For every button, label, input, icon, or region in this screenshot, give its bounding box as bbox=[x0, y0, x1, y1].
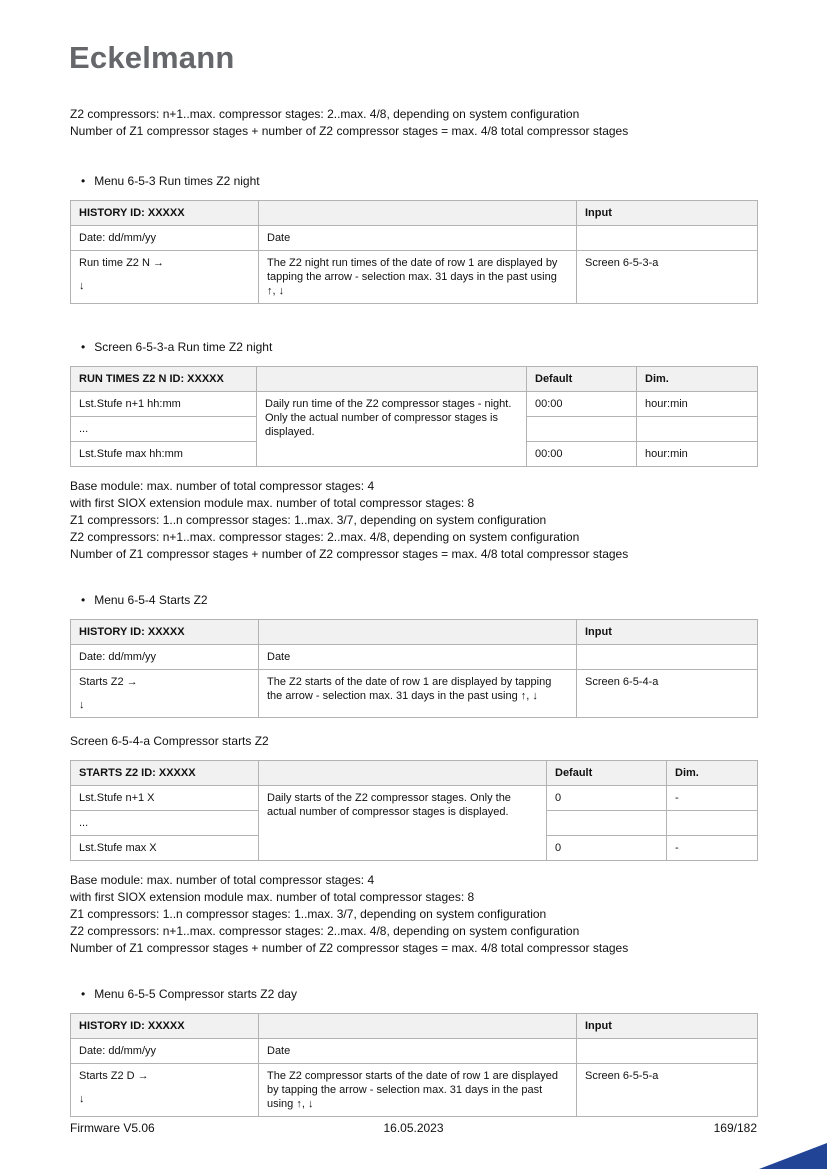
heading-menu-6-5-5 bbox=[81, 987, 757, 1002]
table-cell: ... bbox=[71, 417, 257, 442]
notes-line: Base module: max. number of total compressor stages: 4 bbox=[70, 479, 375, 493]
bullet-icon: • bbox=[81, 987, 86, 1001]
notes-paragraph bbox=[70, 872, 757, 957]
table-cell bbox=[577, 226, 758, 251]
table-cell-description: The Z2 starts of the date of row 1 are displayed by tapping the arrow - selection max. 31 days in the past using ↑, ↓ bbox=[259, 670, 577, 718]
table-cell-input: Screen 6-5-5-a bbox=[577, 1064, 758, 1117]
table-row bbox=[71, 786, 758, 811]
table-cell: Lst.Stufe n+1 hh:mm bbox=[71, 392, 257, 417]
table-cell bbox=[71, 251, 259, 304]
down-arrow-icon: ↓ bbox=[79, 699, 85, 711]
down-arrow-icon: ↓ bbox=[79, 280, 85, 292]
table-cell-dim bbox=[667, 811, 758, 836]
bullet-icon: • bbox=[81, 174, 86, 188]
table-cell: Lst.Stufe max hh:mm bbox=[71, 442, 257, 467]
table-cell-dim: hour:min bbox=[637, 442, 758, 467]
column-header-empty bbox=[259, 201, 577, 226]
table-cell bbox=[577, 1039, 758, 1064]
column-header-empty bbox=[259, 761, 547, 786]
notes-paragraph bbox=[70, 478, 757, 563]
bullet-icon: • bbox=[81, 340, 86, 354]
cell-line: Starts Z2 → bbox=[79, 676, 138, 688]
table-cell bbox=[71, 1064, 259, 1117]
table-cell-default: 00:00 bbox=[527, 392, 637, 417]
table-cell: Date: dd/mm/yy bbox=[71, 645, 259, 670]
table-row bbox=[71, 392, 758, 417]
table-menu-6-5-5 bbox=[70, 1013, 758, 1117]
heading-menu-6-5-3 bbox=[81, 174, 757, 189]
intro-paragraph bbox=[70, 106, 757, 140]
column-header-default: Default bbox=[527, 367, 637, 392]
column-header-dim: Dim. bbox=[667, 761, 758, 786]
table-header-row bbox=[71, 201, 758, 226]
table-menu-6-5-3 bbox=[70, 200, 758, 304]
page-content bbox=[70, 106, 757, 1117]
column-header-empty bbox=[257, 367, 527, 392]
table-cell: Date bbox=[259, 226, 577, 251]
table-cell-dim: - bbox=[667, 786, 758, 811]
table-header-row bbox=[71, 761, 758, 786]
bullet-icon: • bbox=[81, 593, 86, 607]
column-header-dim: Dim. bbox=[637, 367, 758, 392]
heading-screen-6-5-4-a: Screen 6-5-4-a Compressor starts Z2 bbox=[70, 734, 269, 748]
table-cell: Date: dd/mm/yy bbox=[71, 1039, 259, 1064]
heading-label: Menu 6-5-3 Run times Z2 night bbox=[94, 174, 260, 188]
table-cell-default: 0 bbox=[547, 836, 667, 861]
footer-firmware-version: Firmware V5.06 bbox=[70, 1121, 155, 1135]
table-row bbox=[71, 226, 758, 251]
table-row bbox=[71, 670, 758, 718]
notes-line: with first SIOX extension module max. number of total compressor stages: 8 bbox=[70, 496, 475, 510]
column-header-default: Default bbox=[547, 761, 667, 786]
intro-line: Z2 compressors: n+1..max. compressor stages: 2..max. 4/8, depending on system configuration bbox=[70, 107, 580, 121]
heading-label: Menu 6-5-4 Starts Z2 bbox=[94, 593, 208, 607]
column-header-history-id: HISTORY ID: XXXXX bbox=[71, 1014, 259, 1039]
eckelmann-logo: Eckelmann bbox=[69, 40, 235, 75]
column-header-history-id: HISTORY ID: XXXXX bbox=[71, 620, 259, 645]
notes-line: Number of Z1 compressor stages + number of Z2 compressor stages = max. 4/8 total compressor stages bbox=[70, 547, 629, 561]
column-header-starts-id: STARTS Z2 ID: XXXXX bbox=[71, 761, 259, 786]
page-corner-graphic bbox=[759, 1143, 827, 1169]
table-screen-6-5-3-a bbox=[70, 366, 758, 467]
heading-label: Screen 6-5-3-a Run time Z2 night bbox=[94, 340, 273, 354]
table-cell: Date: dd/mm/yy bbox=[71, 226, 259, 251]
table-cell-dim: - bbox=[667, 836, 758, 861]
column-header-input: Input bbox=[577, 201, 758, 226]
table-cell-input: Screen 6-5-3-a bbox=[577, 251, 758, 304]
table-cell-input: Screen 6-5-4-a bbox=[577, 670, 758, 718]
table-cell-description: Daily run time of the Z2 compressor stages - night. Only the actual number of compressor stages is displayed. bbox=[257, 392, 527, 467]
footer-date: 16.05.2023 bbox=[383, 1121, 444, 1135]
notes-line: Z1 compressors: 1..n compressor stages: 1..max. 3/7, depending on system configuration bbox=[70, 513, 547, 527]
table-header-row bbox=[71, 1014, 758, 1039]
table-row bbox=[71, 1039, 758, 1064]
table-cell-default bbox=[527, 417, 637, 442]
notes-line: Z2 compressors: n+1..max. compressor stages: 2..max. 4/8, depending on system configuration bbox=[70, 530, 580, 544]
table-screen-6-5-4-a bbox=[70, 760, 758, 861]
table-cell bbox=[71, 670, 259, 718]
notes-line: Z1 compressors: 1..n compressor stages: 1..max. 3/7, depending on system configuration bbox=[70, 907, 547, 921]
notes-line: Base module: max. number of total compressor stages: 4 bbox=[70, 873, 375, 887]
table-cell: Lst.Stufe n+1 X bbox=[71, 786, 259, 811]
table-header-row bbox=[71, 620, 758, 645]
column-header-empty bbox=[259, 620, 577, 645]
notes-line: with first SIOX extension module max. number of total compressor stages: 8 bbox=[70, 890, 475, 904]
column-header-empty bbox=[259, 1014, 577, 1039]
notes-line: Z2 compressors: n+1..max. compressor stages: 2..max. 4/8, depending on system configuration bbox=[70, 924, 580, 938]
intro-line: Number of Z1 compressor stages + number of Z2 compressor stages = max. 4/8 total compressor stages bbox=[70, 124, 629, 138]
down-arrow-icon: ↓ bbox=[79, 1093, 85, 1105]
table-cell bbox=[577, 645, 758, 670]
table-cell-description: Daily starts of the Z2 compressor stages. Only the actual number of compressor stages is displayed. bbox=[259, 786, 547, 861]
table-menu-6-5-4 bbox=[70, 619, 758, 718]
table-row bbox=[71, 1064, 758, 1117]
cell-line: Starts Z2 D → bbox=[79, 1070, 149, 1082]
table-row bbox=[71, 251, 758, 304]
table-cell-dim bbox=[637, 417, 758, 442]
table-cell: Lst.Stufe max X bbox=[71, 836, 259, 861]
table-header-row bbox=[71, 367, 758, 392]
table-cell-description: The Z2 night run times of the date of row 1 are displayed by tapping the arrow - selection max. 31 days in the past using ↑, ↓ bbox=[259, 251, 577, 304]
notes-line: Number of Z1 compressor stages + number of Z2 compressor stages = max. 4/8 total compressor stages bbox=[70, 941, 629, 955]
column-header-input: Input bbox=[577, 620, 758, 645]
heading-menu-6-5-4 bbox=[81, 593, 757, 608]
table-cell-dim: hour:min bbox=[637, 392, 758, 417]
heading-label: Menu 6-5-5 Compressor starts Z2 day bbox=[94, 987, 297, 1001]
table-cell-default bbox=[547, 811, 667, 836]
cell-line: Run time Z2 N → bbox=[79, 257, 164, 269]
table-cell: Date bbox=[259, 645, 577, 670]
column-header-input: Input bbox=[577, 1014, 758, 1039]
table-cell: Date bbox=[259, 1039, 577, 1064]
table-cell-default: 0 bbox=[547, 786, 667, 811]
table-cell-default: 00:00 bbox=[527, 442, 637, 467]
table-cell: ... bbox=[71, 811, 259, 836]
heading-screen-6-5-3-a bbox=[81, 340, 757, 355]
table-cell-description: The Z2 compressor starts of the date of row 1 are displayed by tapping the arrow - selection max. 31 days in the past using ↑, ↓ bbox=[259, 1064, 577, 1117]
column-header-run-times-id: RUN TIMES Z2 N ID: XXXXX bbox=[71, 367, 257, 392]
footer-page-number: 169/182 bbox=[713, 1121, 757, 1135]
table-row bbox=[71, 645, 758, 670]
column-header-history-id: HISTORY ID: XXXXX bbox=[71, 201, 259, 226]
